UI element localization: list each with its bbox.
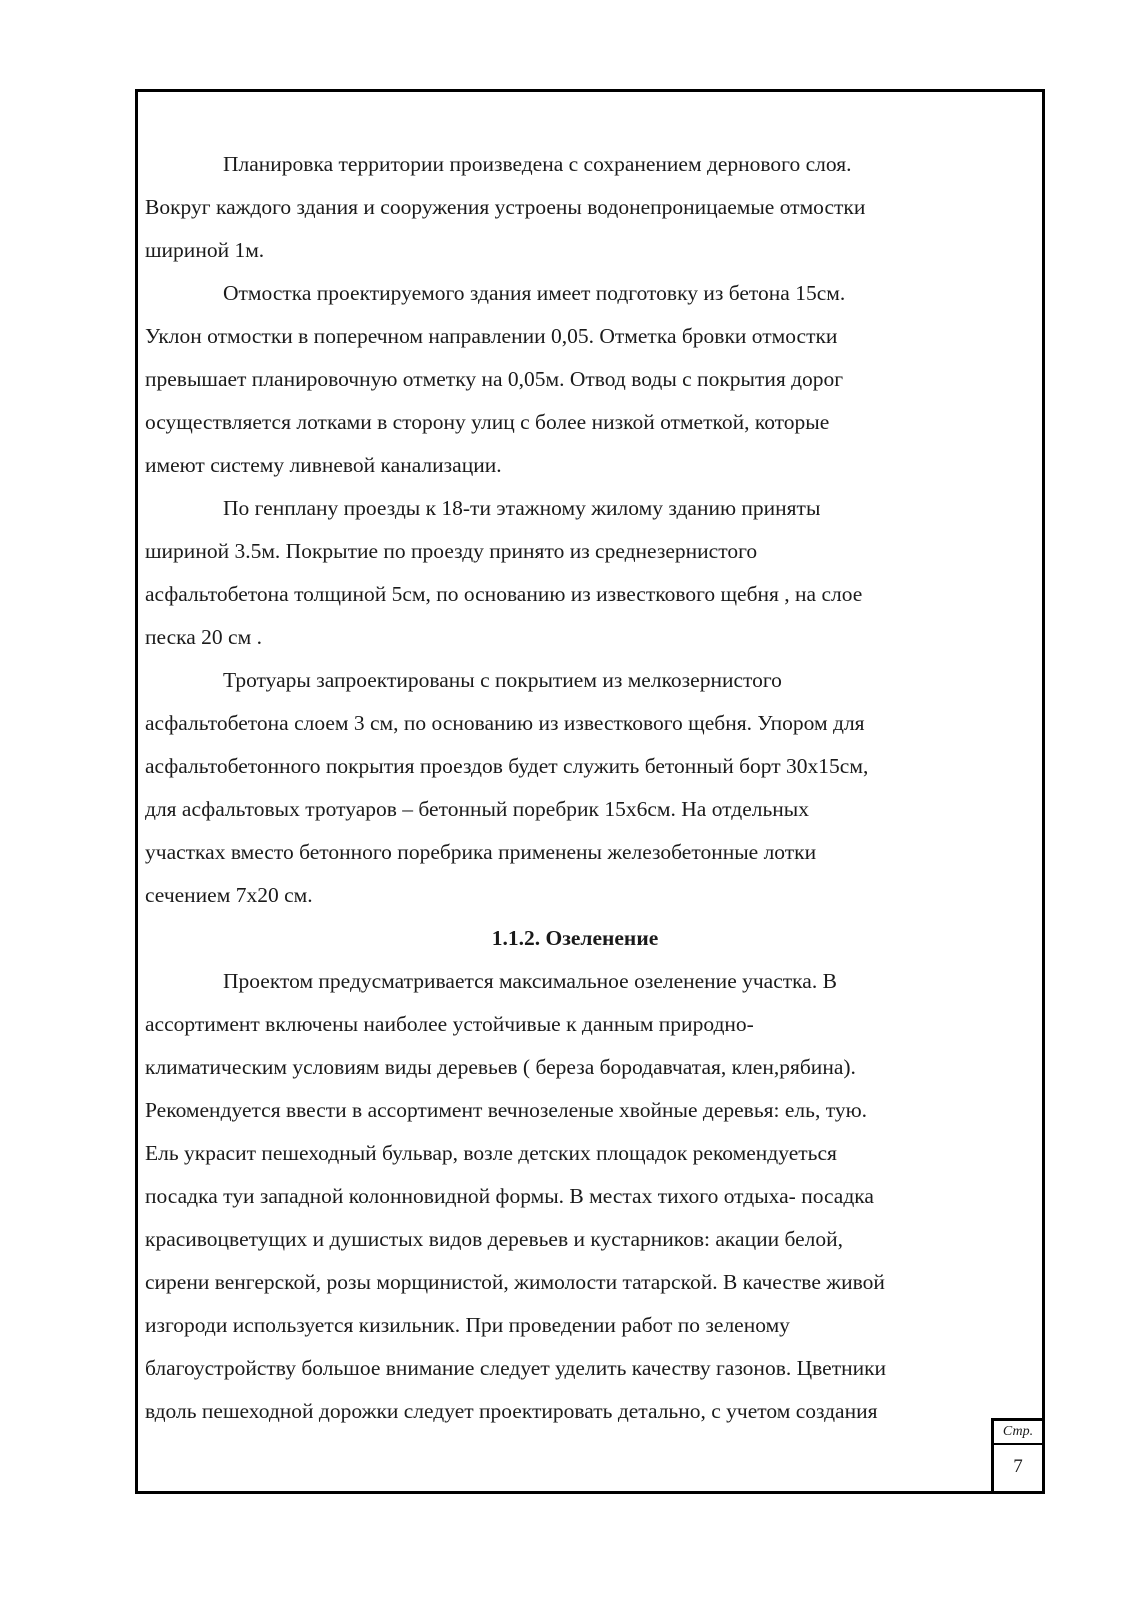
paragraph-line: сирени венгерской, розы морщинистой, жимолости татарской. В качестве живой xyxy=(145,1270,885,1294)
paragraph-line: благоустройству большое внимание следует уделить качеству газонов. Цветники xyxy=(145,1356,887,1380)
paragraph-line: превышает планировочную отметку на 0,05м. Отвод воды с покрытия дорог xyxy=(145,367,844,391)
paragraph-line: ассортимент включены наиболее устойчивые к данным природно- xyxy=(145,1012,754,1036)
paragraph-line: для асфальтовых тротуаров – бетонный поребрик 15х6см. На отдельных xyxy=(145,797,809,821)
paragraph-line: имеют систему ливневой канализации. xyxy=(145,453,502,477)
paragraph-line: Тротуары запроектированы с покрытием из мелкозернистого xyxy=(223,668,782,692)
paragraph-line: сечением 7х20 см. xyxy=(145,883,313,907)
paragraph-line: вдоль пешеходной дорожки следует проектировать детально, с учетом создания xyxy=(145,1399,878,1423)
page-number-stamp xyxy=(991,1418,1042,1491)
paragraph-line: асфальтобетонного покрытия проездов будет служить бетонный борт 30х15см, xyxy=(145,754,869,778)
paragraph-line: Планировка территории произведена с сохранением дернового слоя. xyxy=(223,152,852,176)
paragraph-line: Ель украсит пешеходный бульвар, возле детских площадок рекомендуеться xyxy=(145,1141,837,1165)
document-body xyxy=(145,143,1005,1433)
paragraph-line: песка 20 см . xyxy=(145,625,262,649)
paragraph-line: шириной 3.5м. Покрытие по проезду принято из среднезернистого xyxy=(145,539,758,563)
paragraph-line: Вокруг каждого здания и сооружения устроены водонепроницаемые отмостки xyxy=(145,195,866,219)
paragraph-line: Рекомендуется ввести в ассортимент вечнозеленые хвойные деревья: ель, тую. xyxy=(145,1098,868,1122)
page-label: Стр. xyxy=(994,1421,1042,1445)
paragraph-line: Проектом предусматривается максимальное озеленение участка. В xyxy=(223,969,837,993)
paragraph-line: участках вместо бетонного поребрика применены железобетонные лотки xyxy=(145,840,817,864)
paragraph-line: климатическим условиям виды деревьев ( береза бородавчатая, клен,рябина). xyxy=(145,1055,856,1079)
paragraph-line: Отмостка проектируемого здания имеет подготовку из бетона 15см. xyxy=(223,281,846,305)
paragraph-line: асфальтобетона толщиной 5см, по основанию из известкового щебня , на слое xyxy=(145,582,863,606)
page-number: 7 xyxy=(1013,1456,1023,1477)
section-heading: 1.1.2. Озеленение xyxy=(491,926,659,950)
paragraph-line: По генплану проезды к 18-ти этажному жилому зданию приняты xyxy=(223,496,821,520)
paragraph-line: асфальтобетона слоем 3 см, по основанию из известкового щебня. Упором для xyxy=(145,711,865,735)
paragraph-line: осуществляется лотками в сторону улиц с более низкой отметкой, которые xyxy=(145,410,830,434)
paragraph-line: посадка туи западной колонновидной формы. В местах тихого отдыха- посадка xyxy=(145,1184,874,1208)
paragraph-line: красивоцветущих и душистых видов деревьев и кустарников: акации белой, xyxy=(145,1227,844,1251)
paragraph-line: изгороди используется кизильник. При проведении работ по зеленому xyxy=(145,1313,790,1337)
paragraph-line: шириной 1м. xyxy=(145,238,265,262)
paragraph-line: Уклон отмостки в поперечном направлении 0,05. Отметка бровки отмостки xyxy=(145,324,838,348)
